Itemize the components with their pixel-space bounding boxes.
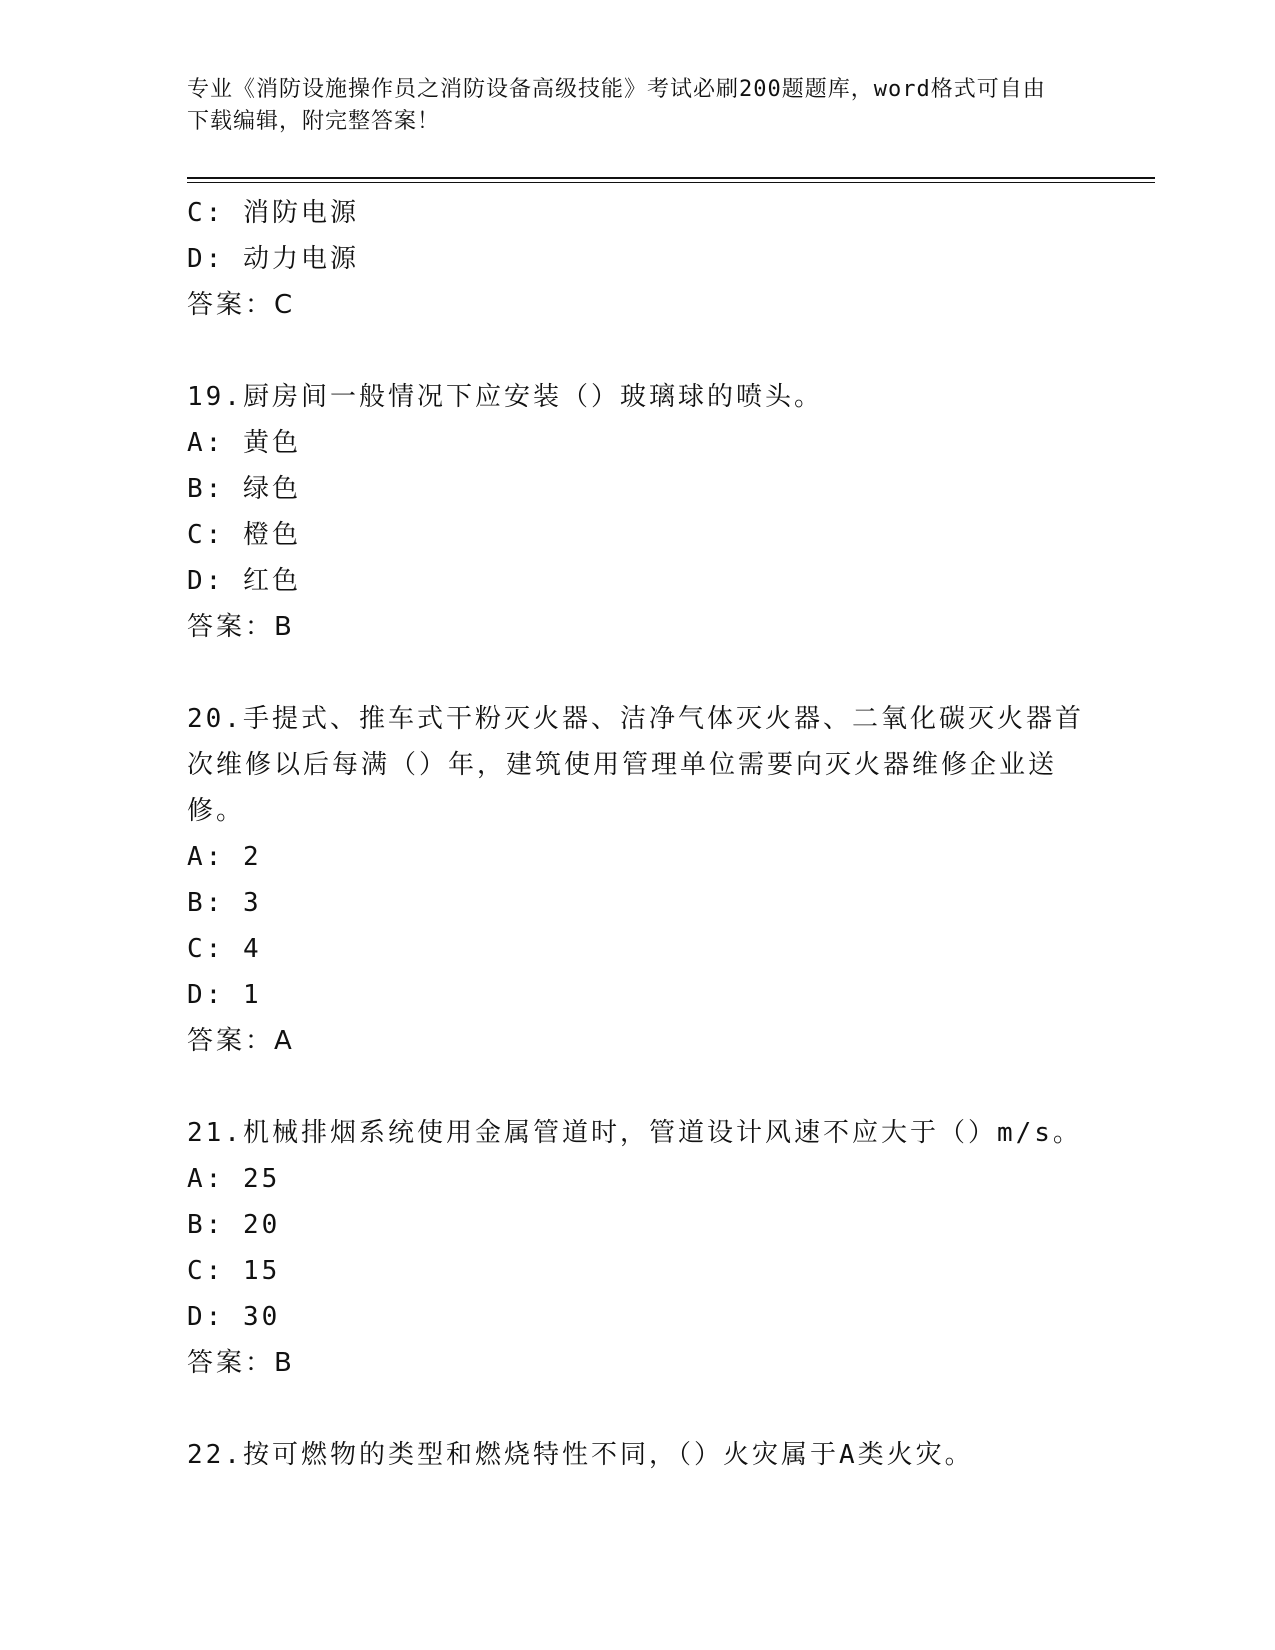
option-a: A: 25	[187, 1164, 281, 1194]
option-c: C: 15	[187, 1256, 281, 1286]
question-block-19	[187, 374, 1087, 650]
question-text: 21.机械排烟系统使用金属管道时，管道设计风速不应大于（）m/s。	[187, 1118, 1082, 1148]
option-d: D: 动力电源	[187, 244, 359, 274]
spacer	[187, 650, 1087, 696]
option-b: B: 绿色	[187, 474, 301, 504]
option-b: B: 20	[187, 1210, 281, 1240]
page-header: 专业《消防设施操作员之消防设备高级技能》考试必刷200题题库，word格式可自由下载编辑，附完整答案！	[187, 77, 1046, 134]
header-rule-thick	[187, 177, 1155, 179]
option-c: C: 橙色	[187, 520, 301, 550]
option-d: D: 30	[187, 1302, 281, 1332]
question-block-22	[187, 1432, 1087, 1478]
question-text: 22.按可燃物的类型和燃烧特性不同，（）火灾属于A类火灾。	[187, 1440, 974, 1470]
question-block-18	[187, 190, 1087, 328]
answer-line: 答案：C	[187, 290, 296, 320]
question-list	[187, 190, 1087, 1478]
answer-line: 答案：B	[187, 612, 295, 642]
question-block-21	[187, 1110, 1087, 1386]
option-c: C: 消防电源	[187, 198, 359, 228]
spacer	[187, 1386, 1087, 1432]
question-text: 20.手提式、推车式干粉灭火器、洁净气体灭火器、二氧化碳灭火器首次维修以后每满（）年，建筑使用管理单位需要向灭火器维修企业送修。	[187, 704, 1084, 826]
question-text: 19.厨房间一般情况下应安装（）玻璃球的喷头。	[187, 382, 823, 412]
spacer	[187, 328, 1087, 374]
option-d: D: 红色	[187, 566, 301, 596]
option-d: D: 1	[187, 980, 262, 1010]
header-rule-thin	[187, 182, 1155, 183]
question-block-20	[187, 696, 1087, 1064]
answer-line: 答案：A	[187, 1026, 295, 1056]
option-a: A: 黄色	[187, 428, 301, 458]
option-b: B: 3	[187, 888, 262, 918]
answer-line: 答案：B	[187, 1348, 295, 1378]
spacer	[187, 1064, 1087, 1110]
option-c: C: 4	[187, 934, 262, 964]
option-a: A: 2	[187, 842, 262, 872]
